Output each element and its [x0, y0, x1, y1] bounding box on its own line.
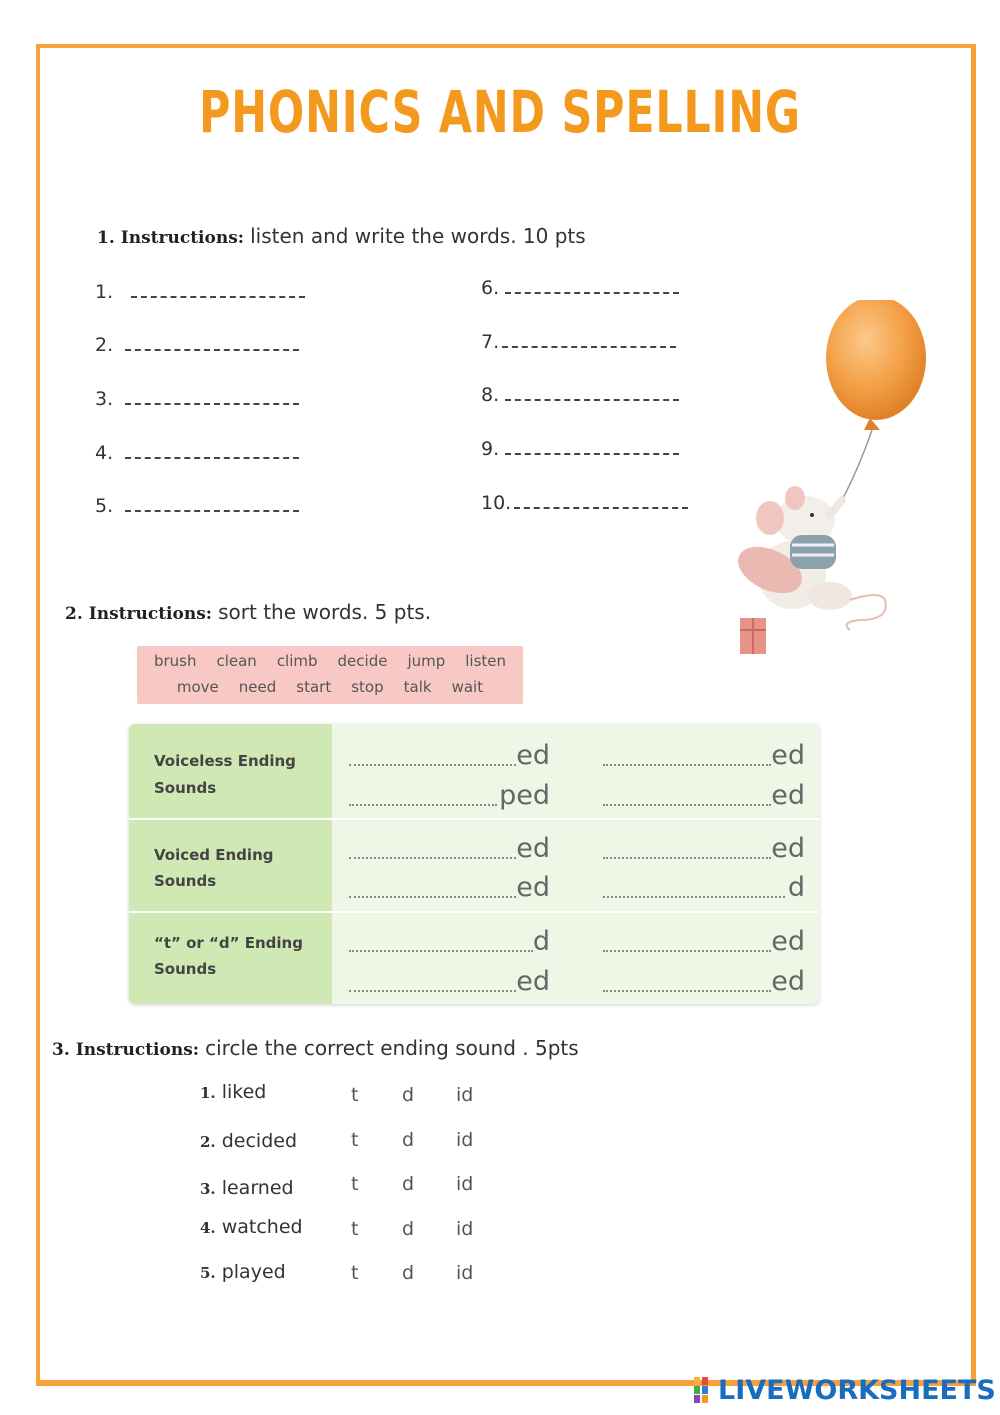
blank-cell[interactable]: [603, 873, 805, 901]
blank-cell[interactable]: [349, 873, 550, 901]
section2-instructions: [65, 600, 431, 624]
q3-item-3: [200, 1177, 294, 1199]
blank-cell[interactable]: [349, 834, 550, 862]
word-bank-word: start: [296, 678, 332, 696]
option-d[interactable]: d: [402, 1173, 415, 1195]
suffix: ed: [516, 740, 550, 771]
answer-number: 10.: [481, 492, 512, 514]
answer-line-1[interactable]: [95, 281, 305, 303]
option-d[interactable]: d: [402, 1262, 415, 1284]
row-label-voiced: [129, 820, 332, 911]
sort-table: [129, 724, 819, 1004]
answer-line-4[interactable]: [95, 442, 299, 464]
option-id[interactable]: id: [456, 1262, 474, 1284]
section3-number: 3.: [52, 1040, 70, 1060]
word-bank-word: brush: [153, 652, 197, 670]
word-bank: [137, 646, 523, 704]
answer-blank[interactable]: [505, 278, 679, 294]
answer-blank[interactable]: [125, 496, 299, 512]
blank-cell[interactable]: [603, 834, 805, 862]
answer-line-10[interactable]: [481, 492, 688, 514]
answer-line-2[interactable]: [95, 334, 299, 356]
blank-cell[interactable]: [603, 967, 805, 995]
q3-number: 5.: [200, 1264, 216, 1282]
word-bank-word: decide: [337, 652, 388, 670]
blank-cell[interactable]: [603, 781, 805, 809]
answer-line-6[interactable]: [481, 277, 679, 299]
option-t[interactable]: t: [351, 1262, 359, 1284]
q3-item-5: [200, 1261, 286, 1283]
answer-number: 3.: [95, 388, 114, 410]
logo-text: LIVEWORKSHEETS: [718, 1375, 996, 1406]
suffix: ed: [516, 833, 550, 864]
answer-blank[interactable]: [125, 443, 299, 459]
answer-blank[interactable]: [502, 332, 676, 348]
answer-number: 2.: [95, 334, 114, 356]
option-d[interactable]: d: [402, 1218, 415, 1240]
answer-line-5[interactable]: [95, 495, 299, 517]
q3-item-2: [200, 1130, 297, 1152]
word-bank-word: wait: [451, 678, 484, 696]
q3-word: played: [221, 1261, 286, 1283]
answer-blank[interactable]: [505, 385, 679, 401]
answer-number: 4.: [95, 442, 114, 464]
answer-line-3[interactable]: [95, 388, 299, 410]
section2-label: Instructions:: [88, 604, 213, 624]
section1-instructions: [97, 224, 586, 248]
row-label-line: Sounds: [154, 960, 217, 978]
answer-line-7[interactable]: [481, 331, 676, 353]
mouse-balloon-illustration: [730, 300, 930, 660]
suffix: ed: [771, 926, 805, 957]
row-label-line: Sounds: [154, 872, 217, 890]
answer-number: 8.: [481, 384, 500, 406]
blank-cell[interactable]: [603, 741, 805, 769]
option-d[interactable]: d: [402, 1084, 415, 1106]
option-d[interactable]: d: [402, 1129, 415, 1151]
suffix: ed: [516, 966, 550, 997]
answer-number: 5.: [95, 495, 114, 517]
option-t[interactable]: t: [351, 1084, 359, 1106]
answer-number: 9.: [481, 438, 500, 460]
word-bank-word: jump: [407, 652, 446, 670]
option-id[interactable]: id: [456, 1084, 474, 1106]
answer-blank[interactable]: [505, 439, 679, 455]
blank-cell[interactable]: [349, 741, 550, 769]
q3-number: 2.: [200, 1133, 216, 1151]
suffix: ed: [516, 872, 550, 903]
section3-instructions: [52, 1036, 579, 1060]
word-bank-word: stop: [351, 678, 384, 696]
suffix: d: [787, 872, 805, 903]
q3-item-1: [200, 1081, 266, 1103]
answer-blank[interactable]: [514, 493, 688, 509]
blank-cell[interactable]: [349, 927, 550, 955]
word-bank-word: listen: [465, 652, 507, 670]
answer-line-9[interactable]: [481, 438, 679, 460]
option-t[interactable]: t: [351, 1129, 359, 1151]
option-id[interactable]: id: [456, 1129, 474, 1151]
word-bank-word: climb: [276, 652, 318, 670]
option-t[interactable]: t: [351, 1218, 359, 1240]
word-bank-row-1: [137, 652, 523, 670]
answer-number: 6.: [481, 277, 500, 299]
word-bank-word: need: [238, 678, 277, 696]
section1-label: Instructions:: [120, 228, 245, 248]
suffix: d: [532, 926, 550, 957]
liveworksheets-icon: [694, 1377, 716, 1403]
q3-number: 3.: [200, 1180, 216, 1198]
option-t[interactable]: t: [351, 1173, 359, 1195]
option-id[interactable]: id: [456, 1218, 474, 1240]
answer-blank[interactable]: [125, 389, 299, 405]
blank-cell[interactable]: [349, 781, 550, 809]
section3-text: circle the correct ending sound . 5pts: [205, 1036, 579, 1060]
q3-number: 1.: [200, 1084, 216, 1102]
q3-word: liked: [221, 1081, 267, 1103]
row-label-line: “t” or “d” Ending: [154, 934, 303, 952]
answer-number: 7.: [481, 331, 500, 353]
blank-cell[interactable]: [603, 927, 805, 955]
section2-text: sort the words. 5 pts.: [218, 600, 432, 624]
word-bank-word: talk: [403, 678, 432, 696]
section1-text: listen and write the words. 10 pts: [250, 224, 586, 248]
q3-item-4: [200, 1216, 303, 1238]
section3-label: Instructions:: [75, 1040, 200, 1060]
suffix: ed: [771, 780, 805, 811]
section1-number: 1.: [97, 228, 115, 248]
blank-cell[interactable]: [349, 967, 550, 995]
section2-number: 2.: [65, 604, 83, 624]
option-id[interactable]: id: [456, 1173, 474, 1195]
row-label-line: Sounds: [154, 779, 217, 797]
answer-blank[interactable]: [125, 335, 299, 351]
suffix: ed: [771, 966, 805, 997]
page-title: PHONICS AND SPELLING: [199, 78, 801, 146]
q3-word: watched: [221, 1216, 303, 1238]
answer-blank[interactable]: [131, 282, 305, 298]
row-label-voiceless: [129, 724, 332, 818]
answer-line-8[interactable]: [481, 384, 679, 406]
q3-word: learned: [221, 1177, 294, 1199]
q3-number: 4.: [200, 1219, 216, 1237]
row-label-line: Voiced Ending: [154, 846, 274, 864]
q3-word: decided: [221, 1130, 298, 1152]
suffix: ed: [771, 740, 805, 771]
row-label-t-or-d: [129, 913, 332, 1004]
word-bank-word: clean: [216, 652, 257, 670]
answer-number: 1.: [95, 281, 114, 303]
word-bank-row-2: [137, 678, 523, 696]
row-label-line: Voiceless Ending: [154, 752, 296, 770]
suffix: ped: [499, 780, 550, 811]
suffix: ed: [771, 833, 805, 864]
word-bank-word: move: [176, 678, 219, 696]
